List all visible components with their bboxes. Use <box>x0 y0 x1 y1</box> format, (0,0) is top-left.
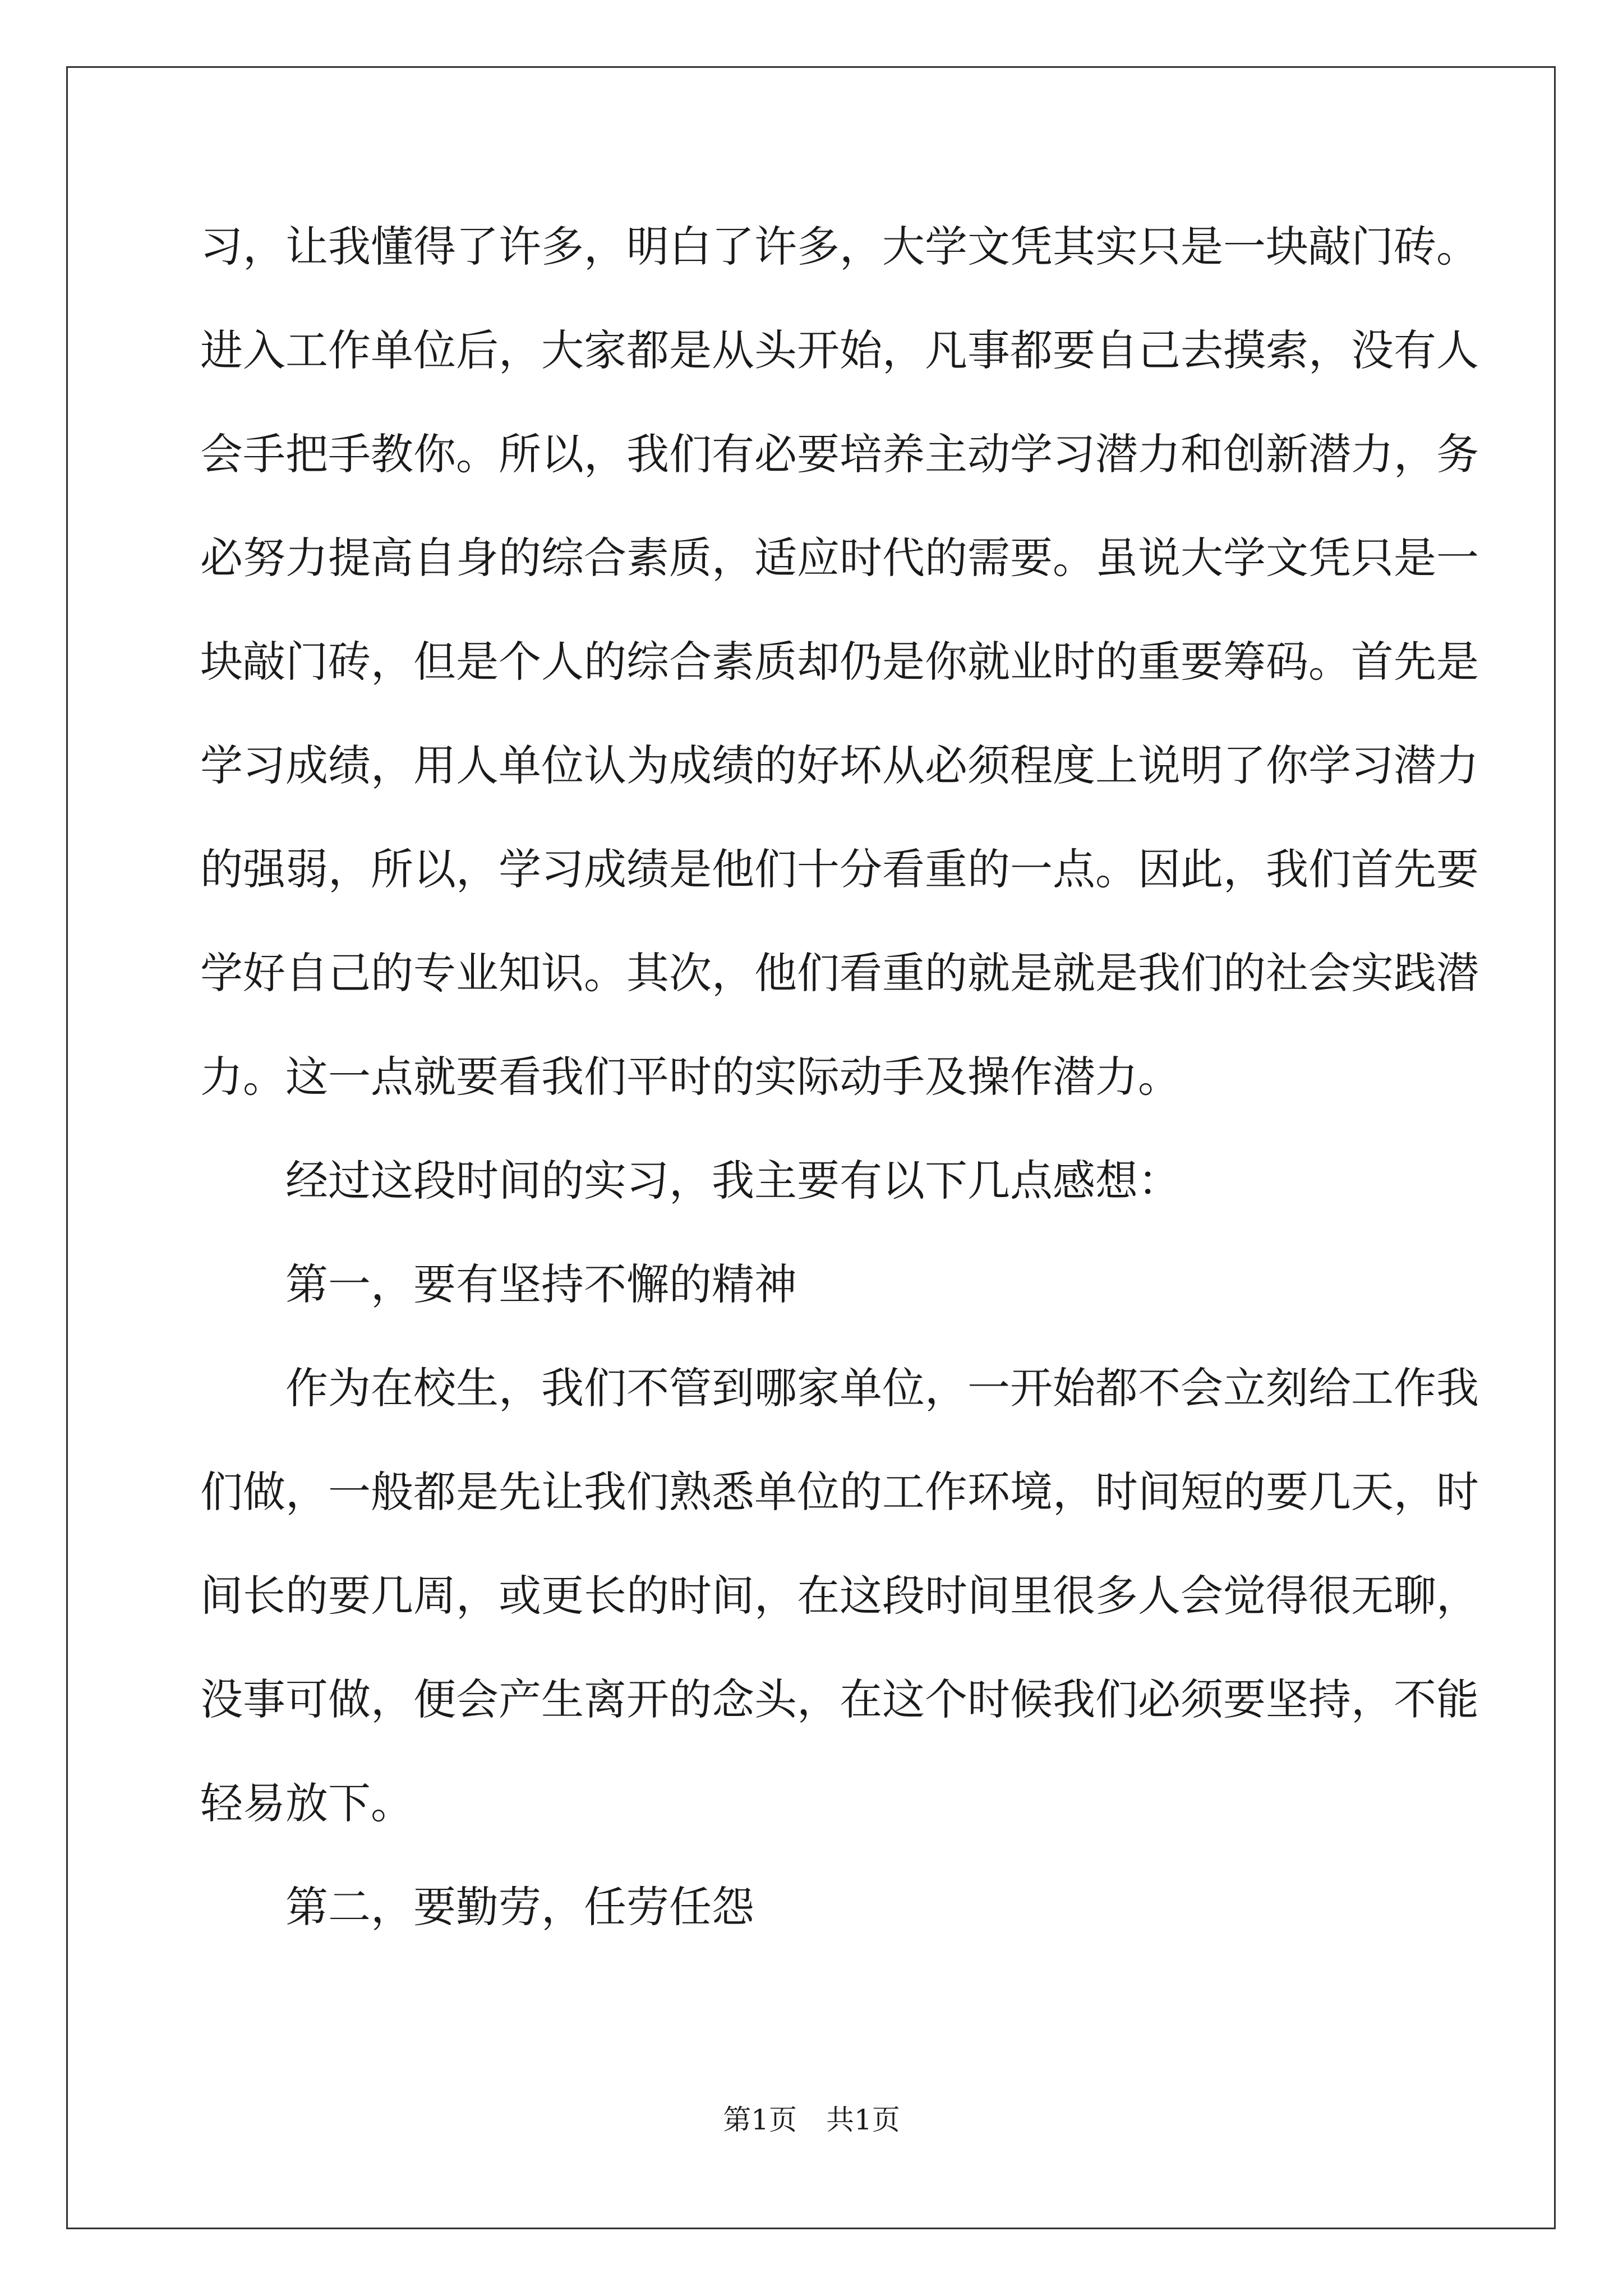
text-line: 们做，一般都是先让我们熟悉单位的工作环境，时间短的要几天，时 <box>200 1467 1479 1517</box>
page-total: 共1页 <box>826 2104 900 2136</box>
text-line: 轻易放下。 <box>200 1778 413 1828</box>
section-heading: 第二，要勤劳，任劳任怨 <box>285 1882 754 1932</box>
text-line: 必努力提高自身的综合素质，适应时代的需要。虽说大学文凭只是一 <box>200 533 1479 583</box>
text-line: 间长的要几周，或更长的时间，在这段时间里很多人会觉得很无聊， <box>200 1571 1479 1621</box>
text-line: 学好自己的专业知识。其次，他们看重的就是就是我们的社会实践潜 <box>200 948 1479 998</box>
text-line: 学习成绩，用人单位认为成绩的好坏从必须程度上说明了你学习潜力 <box>200 740 1479 790</box>
page-number: 第1页 <box>723 2104 797 2136</box>
page-footer <box>0 2100 1623 2139</box>
text-line: 会手把手教你。所以，我们有必要培养主动学习潜力和创新潜力，务 <box>200 429 1479 479</box>
paragraph-line: 经过这段时间的实习，我主要有以下几点感想： <box>285 1156 1181 1205</box>
text-line: 习，让我懂得了许多，明白了许多，大学文凭其实只是一块敲门砖。 <box>200 222 1479 272</box>
section-heading: 第一，要有坚持不懈的精神 <box>285 1259 797 1309</box>
paragraph-line: 作为在校生，我们不管到哪家单位，一开始都不会立刻给工作我 <box>285 1363 1479 1413</box>
text-line: 的强弱，所以，学习成绩是他们十分看重的一点。因此，我们首先要 <box>200 844 1479 894</box>
text-line: 没事可做，便会产生离开的念头，在这个时候我们必须要坚持，不能 <box>200 1674 1479 1724</box>
text-line: 进入工作单位后，大家都是从头开始，凡事都要自己去摸索，没有人 <box>200 325 1479 375</box>
text-line: 块敲门砖，但是个人的综合素质却仍是你就业时的重要筹码。首先是 <box>200 637 1479 687</box>
text-line: 力。这一点就要看我们平时的实际动手及操作潜力。 <box>200 1052 1181 1102</box>
